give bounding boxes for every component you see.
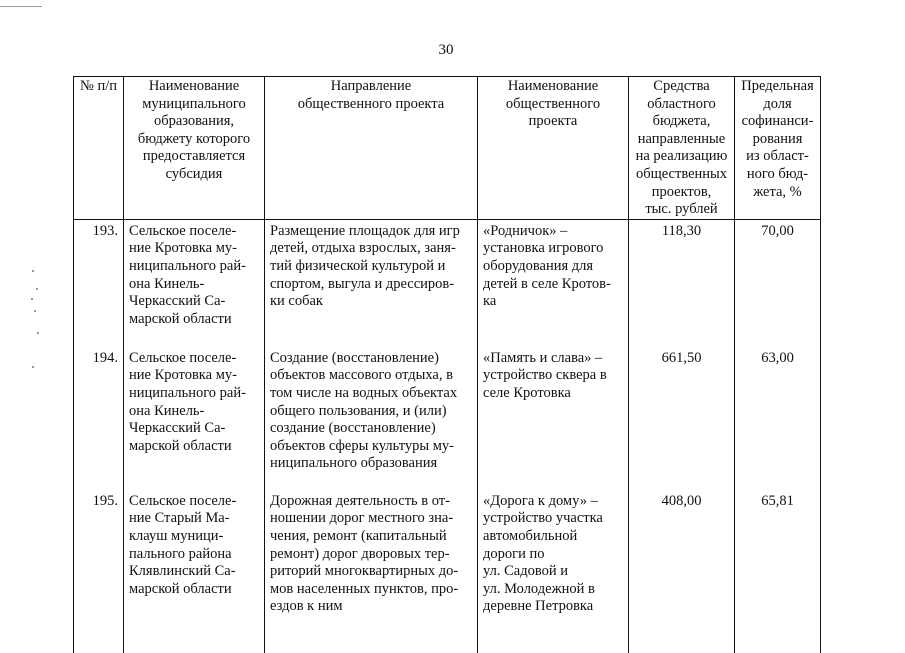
header-funds: Средства областного бюджета, направленные на реализацию общественных проектов, тыс. рублей <box>629 77 735 220</box>
header-municipality: Наименование муниципального образования, бюджету которого предоставляется субсидия <box>124 77 265 220</box>
scan-specks <box>30 270 44 390</box>
row-municipality: Сельское поселе- ние Старый Ма- клауш муници- пального района Клявлинский Са- марской области <box>124 490 265 653</box>
scan-speck <box>32 270 34 272</box>
row-number: 193. <box>74 219 124 347</box>
row-number: 194. <box>74 347 124 490</box>
row-funds: 408,00 <box>629 490 735 653</box>
row-share: 70,00 <box>735 219 821 347</box>
row-municipality: Сельское поселе- ние Кротовка му- ниципального рай- она Кинель- Черкасский Са- марской области <box>124 347 265 490</box>
table-header-row <box>74 77 821 220</box>
page-number: 30 <box>438 42 454 58</box>
table-row <box>74 219 821 347</box>
row-direction: Размещение площадок для игр детей, отдыха взрослых, заня- тий физической культурой и спортом, выгула и дрессиров- ки собак <box>265 219 478 347</box>
table-row <box>74 490 821 653</box>
row-direction: Дорожная деятельность в от- ношении дорог местного зна- чения, ремонт (капитальный ремонт) дорог дворовых тер- риторий многоквартирных до- мов населенных пунктов, про- ездов к ним <box>265 490 478 653</box>
scan-speck <box>32 366 34 368</box>
row-project: «Дорога к дому» – устройство участка автомобильной дороги по ул. Садовой и ул. Молодежной в деревне Петровка <box>478 490 629 653</box>
row-funds: 118,30 <box>629 219 735 347</box>
row-share: 63,00 <box>735 347 821 490</box>
scan-artifact-line <box>0 6 42 7</box>
header-number: № п/п <box>74 77 124 220</box>
row-project: «Память и слава» – устройство сквера в селе Кротовка <box>478 347 629 490</box>
header-share: Предельная доля софинанси- рования из област- ного бюд- жета, % <box>735 77 821 220</box>
row-direction: Создание (восстановление) объектов массового отдыха, в том числе на водных объектах общего пользования, и (или) создание (восстановление) объектов сферы культуры му- ниципального образования <box>265 347 478 490</box>
row-project: «Родничок» – установка игрового оборудования для детей в селе Кротов- ка <box>478 219 629 347</box>
row-number: 195. <box>74 490 124 653</box>
header-project-name: Наименование общественного проекта <box>478 77 629 220</box>
projects-table <box>73 76 821 653</box>
row-municipality: Сельское поселе- ние Кротовка му- ниципального рай- она Кинель- Черкасский Са- марской области <box>124 219 265 347</box>
scan-speck <box>36 288 38 290</box>
table-row <box>74 347 821 490</box>
scan-speck <box>34 310 36 312</box>
scan-speck <box>31 298 33 300</box>
row-share: 65,81 <box>735 490 821 653</box>
header-direction: Направление общественного проекта <box>265 77 478 220</box>
row-funds: 661,50 <box>629 347 735 490</box>
scan-speck <box>37 332 39 334</box>
